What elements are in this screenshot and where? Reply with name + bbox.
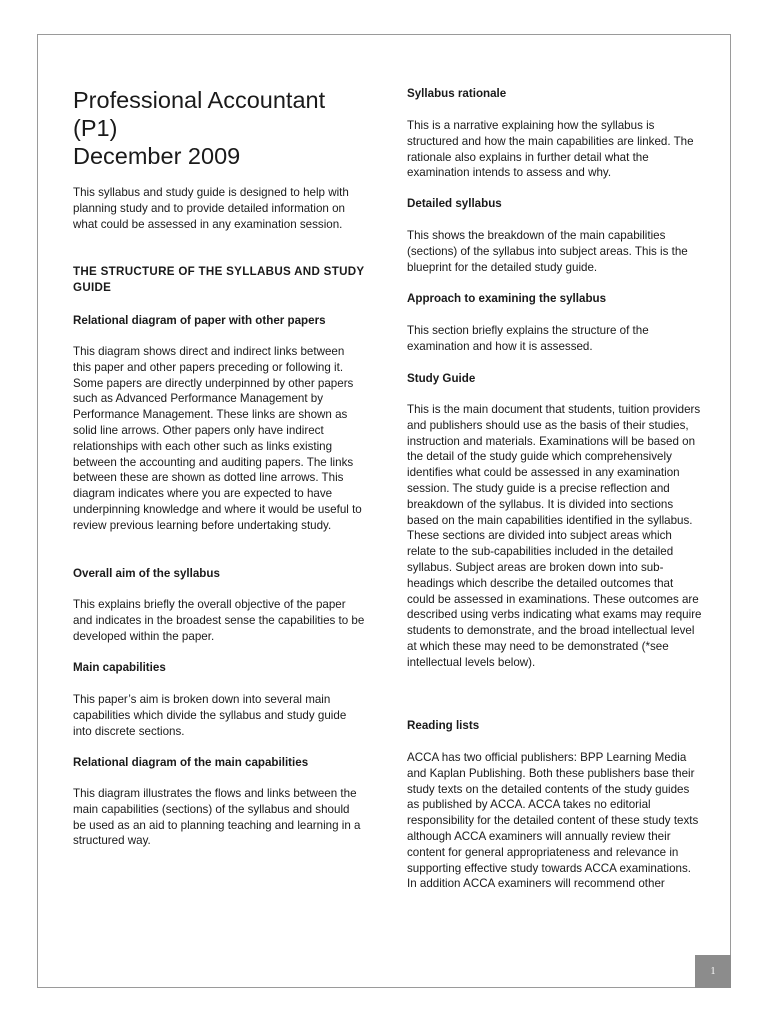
rationale-body: This is a narrative explaining how the syllabus is structured and how the main capabilities are linked. The rationale also explains in further detail what the examination intends to assess and why. xyxy=(407,119,694,180)
detailed-body-wrap xyxy=(407,228,702,275)
study-guide-section xyxy=(407,371,702,387)
document-title xyxy=(73,86,373,170)
relational-capabilities-body-wrap xyxy=(73,786,365,849)
page-number: 1 xyxy=(695,955,731,988)
detailed-heading: Detailed syllabus xyxy=(407,197,502,210)
overall-aim-body-wrap xyxy=(73,597,365,644)
overall-aim-body: This explains briefly the overall objective of the paper and indicates in the broadest sense the capabilities to be developed within the paper. xyxy=(73,598,365,643)
reading-heading: Reading lists xyxy=(407,719,480,732)
rationale-heading: Syllabus rationale xyxy=(407,87,507,100)
approach-body: This section briefly explains the structure of the examination and how it is assessed. xyxy=(407,324,649,353)
relational-paper-body-wrap xyxy=(73,344,365,534)
title-line-2: (P1) xyxy=(73,115,118,141)
study-guide-body-wrap xyxy=(407,402,702,671)
reading-body-wrap xyxy=(407,750,702,892)
reading-section xyxy=(407,718,702,734)
reading-body: ACCA has two official publishers: BPP Learning Media and Kaplan Publishing. Both these publishers base their study texts on the detailed contents of the study guides as published by ACCA. ACCA takes no editorial responsibility for the detailed content of these study texts although ACCA examiners will annually review their content for general appropriateness and relevance in supporting effective study towards ACCA examinations. In addition ACCA examiners will recommend other xyxy=(407,751,699,891)
relational-capabilities-body: This diagram illustrates the flows and links between the main capabilities (sections) of the syllabus and should be used as an aid to planning teaching and learning in a structured way. xyxy=(73,787,361,848)
approach-section xyxy=(407,291,702,307)
overall-aim-section xyxy=(73,566,365,582)
structure-heading-section xyxy=(73,264,365,296)
approach-heading: Approach to examining the syllabus xyxy=(407,292,607,305)
approach-body-wrap xyxy=(407,323,702,355)
rationale-body-wrap xyxy=(407,118,702,181)
main-capabilities-body: This paper’s aim is broken down into several main capabilities which divide the syllabus and study guide into discrete sections. xyxy=(73,693,347,738)
main-capabilities-body-wrap xyxy=(73,692,365,739)
study-guide-body: This is the main document that students, tuition providers and publishers should use as the basis of their studies, instruction and materials. Examinations will be based on the detail of the study guide which comprehensively identifies what could be assessed in any examination session. The study guide is a precise reflection and breakdown of the syllabus. It is divided into sections based on the main capabilities identified in the syllabus. These sections are divided into subject areas which relate to the sub-capabilities included in the detailed syllabus. Subject areas are broken down into sub-headings which describe the detailed outcomes that could be assessed in examinations. These outcomes are described using verbs indicating what exams may require students to demonstrate, and the broad intellectual level at which these may need to be demonstrated (*see intellectual levels below). xyxy=(407,403,702,669)
detailed-body: This shows the breakdown of the main capabilities (sections) of the syllabus into subject areas. This is the blueprint for the detailed study guide. xyxy=(407,229,688,274)
detailed-section xyxy=(407,196,702,212)
relational-capabilities-heading: Relational diagram of the main capabilities xyxy=(73,756,309,769)
study-guide-heading: Study Guide xyxy=(407,372,476,385)
main-capabilities-section xyxy=(73,660,365,676)
title-line-1: Professional Accountant xyxy=(73,87,326,113)
relational-capabilities-section xyxy=(73,755,365,771)
intro-paragraph: This syllabus and study guide is designed to help with planning study and to provide detailed information on what could be assessed in any examination session. xyxy=(73,186,349,231)
main-capabilities-heading: Main capabilities xyxy=(73,661,166,674)
title-line-3: December 2009 xyxy=(73,143,241,169)
relational-paper-section xyxy=(73,313,365,329)
rationale-section xyxy=(407,86,702,102)
overall-aim-heading: Overall aim of the syllabus xyxy=(73,567,220,580)
structure-heading: THE STRUCTURE OF THE SYLLABUS AND STUDY GUIDE xyxy=(73,265,365,294)
relational-paper-body: This diagram shows direct and indirect links between this paper and other papers preceding or following it. Some papers are directly underpinned by other papers such as Advanced Performance Management by Performance Management. These links are shown as solid line arrows. Other papers only have indirect relationships with each other such as links existing between the accounting and auditing papers. The links between these are shown as dotted line arrows. This diagram indicates where you are expected to have underpinning knowledge and where it would be useful to review previous learning before undertaking study. xyxy=(73,345,362,532)
relational-paper-heading: Relational diagram of paper with other papers xyxy=(73,314,326,327)
intro-section xyxy=(73,185,365,232)
